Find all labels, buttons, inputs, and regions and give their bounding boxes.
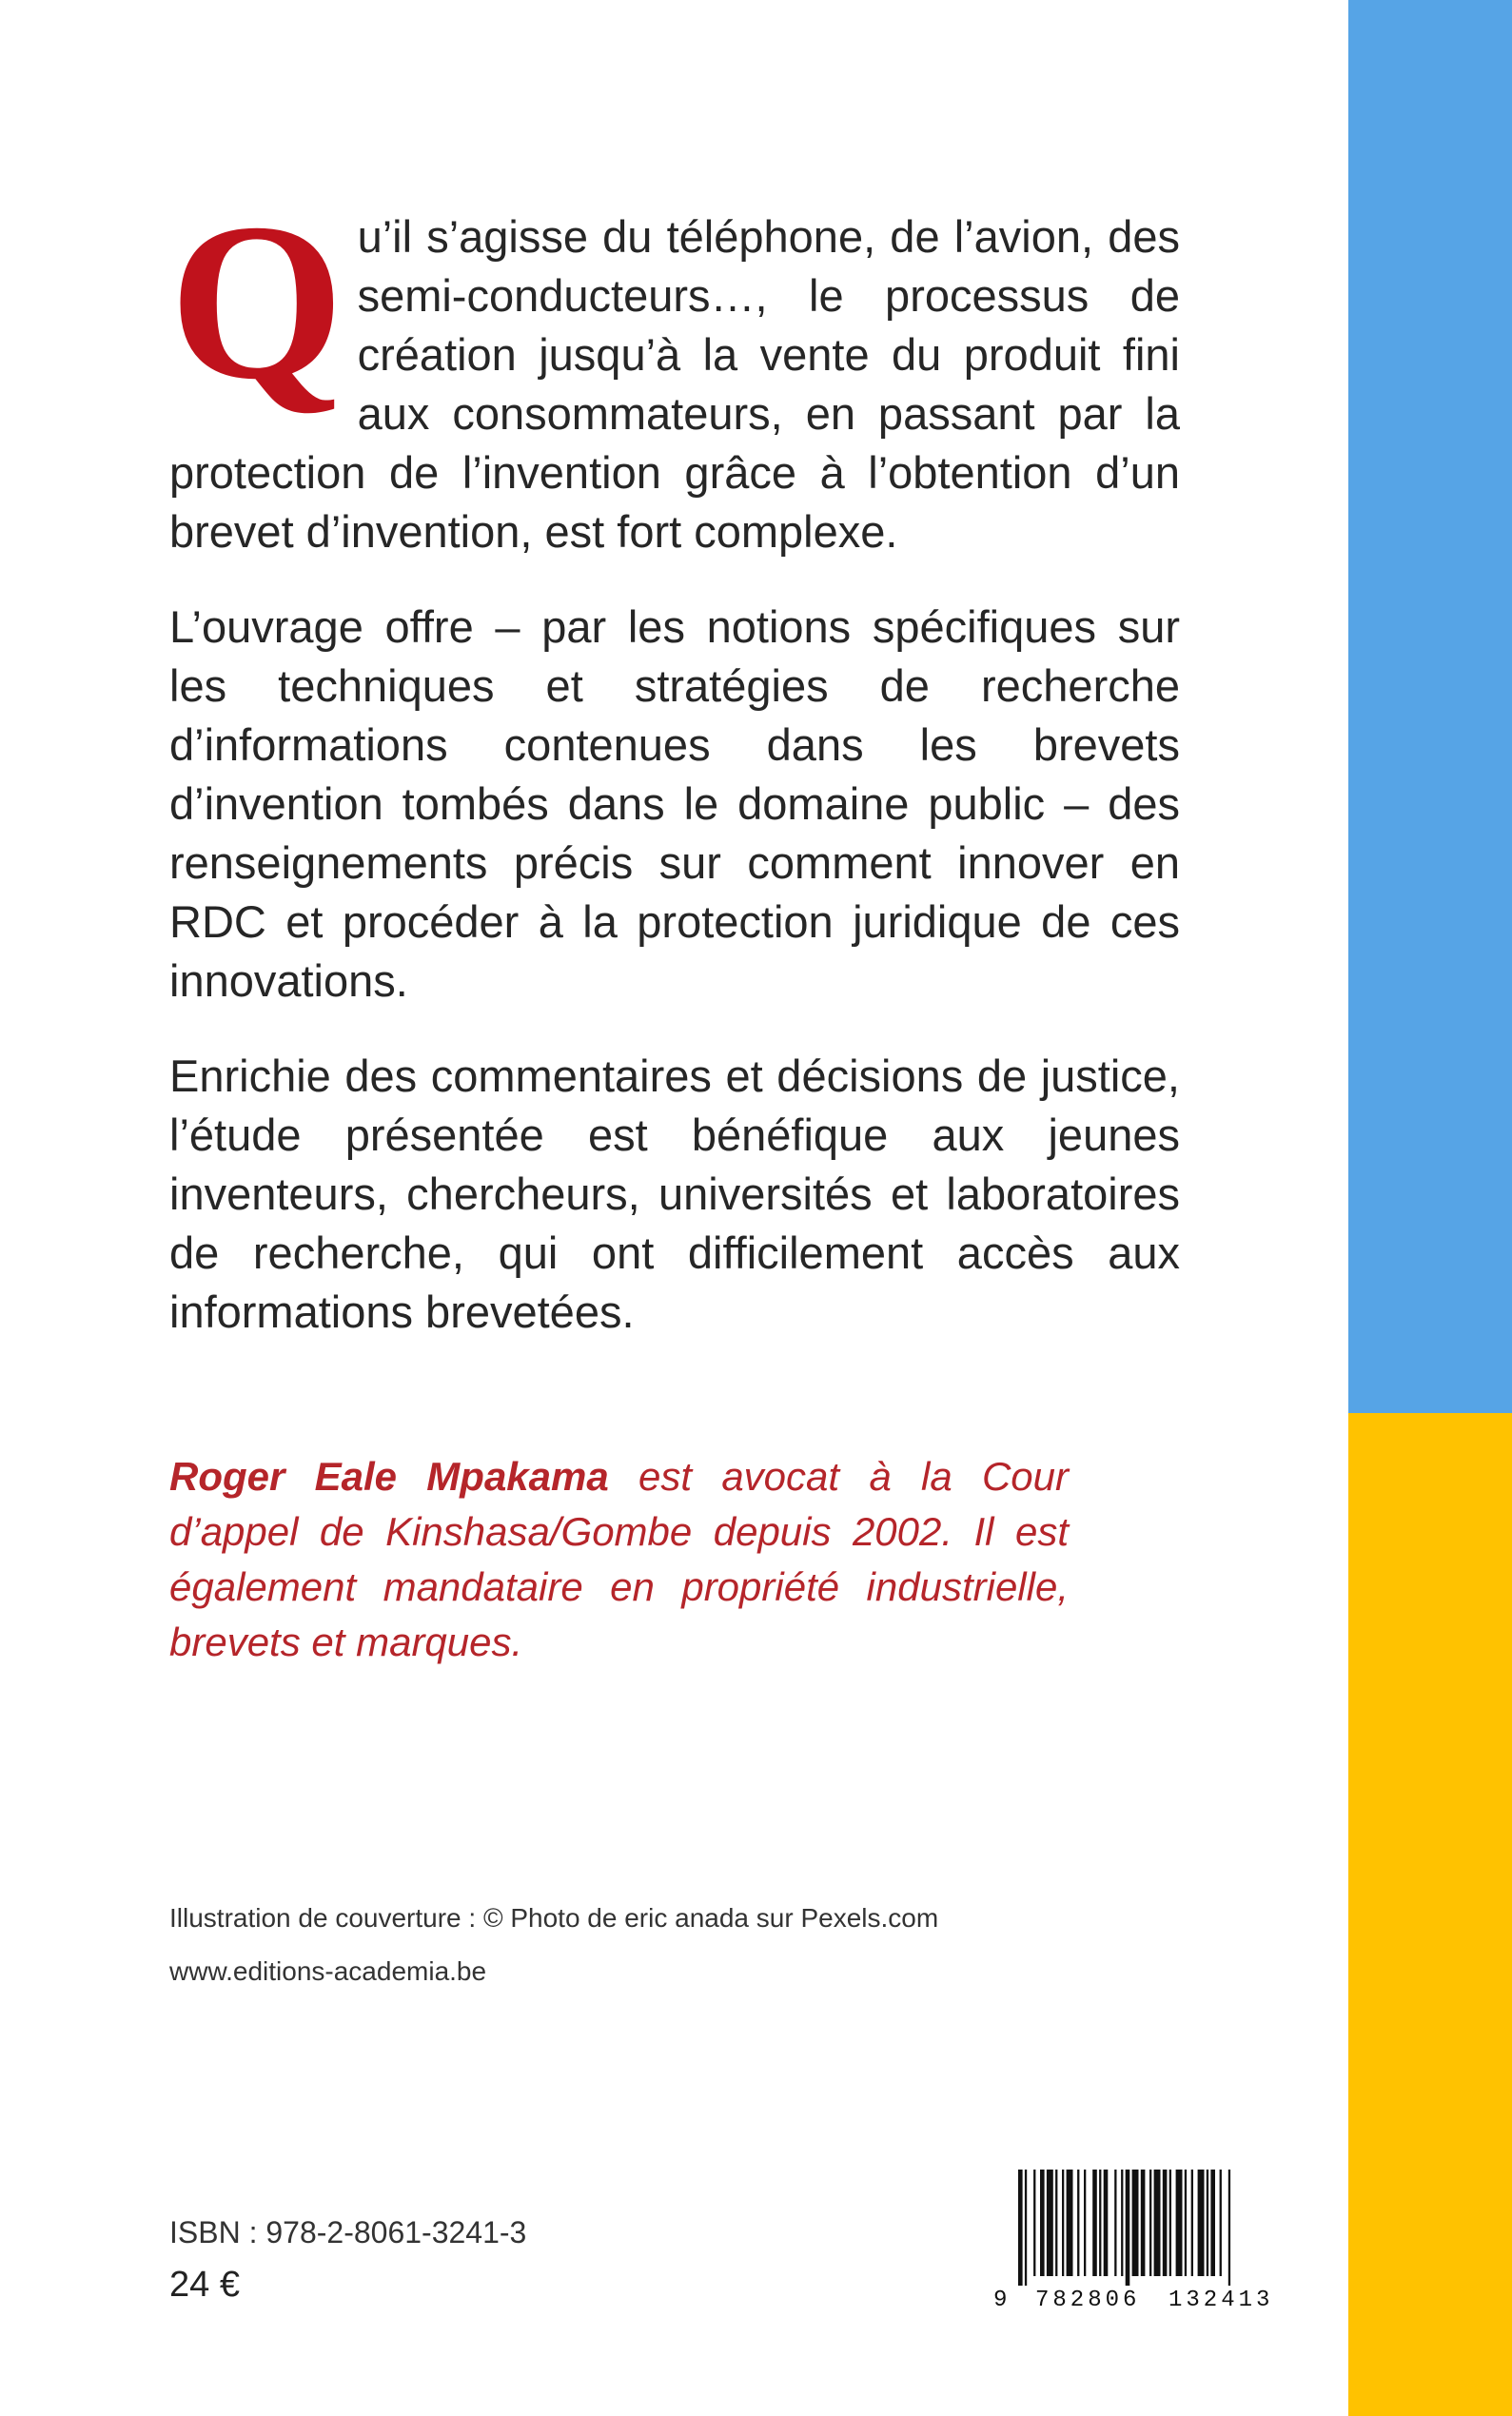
barcode-bar [1154, 2170, 1161, 2276]
barcode-bar [1092, 2170, 1097, 2276]
barcode-bar [1210, 2170, 1215, 2276]
barcode-bar [1099, 2170, 1101, 2276]
barcode-bar [1198, 2170, 1205, 2276]
barcode-bar [1185, 2170, 1187, 2276]
drop-cap: Q [169, 178, 344, 426]
barcode-bar [1084, 2170, 1086, 2276]
barcode-bar [1047, 2170, 1053, 2276]
yellow-color-stripe [1348, 1413, 1512, 2416]
blurb-paragraph-1-text: u’il s’agisse du téléphone, de l’avion, des semi-conducteurs…, le processus de création jusqu’à la vente du produit fini aux consommateurs, en passant par la protection de l’invention grâce à l’obtention d’un brevet d’invention, est fort complexe. [169, 211, 1180, 557]
barcode-bar [1132, 2170, 1139, 2276]
barcode-bar [1228, 2170, 1230, 2286]
isbn-number: ISBN : 978-2-8061-3241-3 [169, 2215, 527, 2249]
barcode-bar [1121, 2170, 1123, 2276]
barcode-bar [1018, 2170, 1023, 2286]
barcode-bar [1176, 2170, 1183, 2276]
blue-color-stripe [1348, 0, 1512, 1413]
barcode-bar [1062, 2170, 1064, 2276]
barcode-bar [1169, 2170, 1171, 2276]
barcode-bars [1018, 2170, 1230, 2286]
author-name: Roger Eale Mpakama [169, 1454, 609, 1499]
barcode-bar [1077, 2170, 1079, 2276]
barcode-lead-digit: 9 [993, 2288, 1008, 2310]
barcode-bar [1104, 2170, 1109, 2276]
barcode-bar [1040, 2170, 1045, 2276]
barcode-group-1: 782806 [1035, 2288, 1141, 2310]
author-bio-text: est avocat à la Cour d’appel de Kinshasa/Gombe depuis 2002. Il est également mandataire en propriété industrielle, brevets et marques. [169, 1454, 1069, 1664]
barcode-bar [1141, 2170, 1146, 2276]
barcode-bar [1025, 2170, 1027, 2286]
barcode-bar [1163, 2170, 1168, 2276]
blurb-paragraph-3: Enrichie des commentaires et décisions de justice, l’étude présentée est bénéfique aux jeunes inventeurs, chercheurs, universités et laboratoires de recherche, qui ont difficilement accès aux informations brevetées. [169, 1051, 1180, 1337]
barcode-group-2: 132413 [1168, 2288, 1274, 2310]
price: 24 € [169, 2265, 240, 2305]
publisher-website: www.editions-academia.be [169, 1956, 487, 1986]
barcode-bar [1126, 2170, 1130, 2286]
barcode-bar [1033, 2170, 1035, 2276]
cover-credit: Illustration de couverture : © Photo de eric anada sur Pexels.com [169, 1903, 939, 1933]
barcode-bar [1067, 2170, 1073, 2276]
barcode-bar [1114, 2170, 1116, 2276]
author-bio [169, 1449, 1069, 1670]
blurb-paragraph-2: L’ouvrage offre – par les notions spécifiques sur les techniques et stratégies de recherche d’informations contenues dans les brevets d’invention tombés dans le domaine public – des renseignements précis sur comment innover en RDC et procéder à la protection juridique de ces innovations. [169, 601, 1180, 1006]
barcode-icon [990, 2168, 1304, 2310]
barcode-bar [1220, 2170, 1222, 2276]
blurb-text [169, 178, 1180, 1378]
barcode-bar [1191, 2170, 1193, 2276]
barcode-bar [1055, 2170, 1057, 2276]
barcode-bar [1207, 2170, 1208, 2276]
blurb-paragraph-1 [169, 178, 1180, 561]
barcode-bar [1149, 2170, 1151, 2276]
